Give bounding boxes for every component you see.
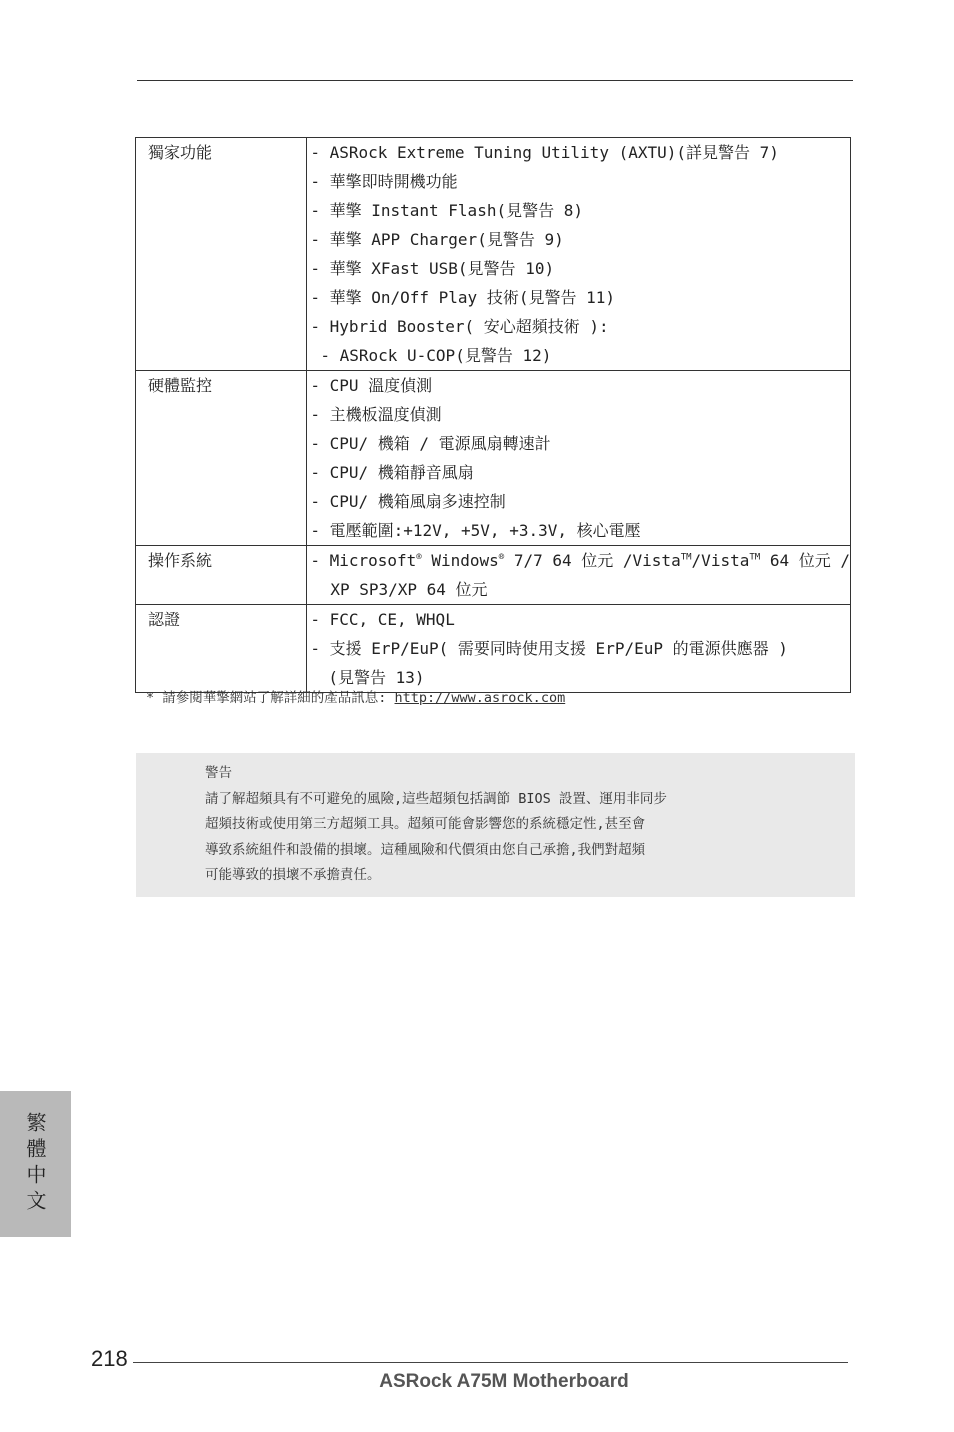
list-item: - 華擎 XFast USB(見警告 10)	[310, 259, 555, 278]
category-cell: 認證	[136, 605, 307, 693]
footer-title: ASRock A75M Motherboard	[379, 1371, 629, 1392]
list-item: - CPU/ 機箱靜音風扇	[310, 463, 474, 482]
list-item: (見警告 13)	[328, 668, 425, 687]
spec-table	[135, 137, 851, 693]
top-rule	[137, 80, 853, 81]
list-item: - Microsoft® Windows® 7/7 64 位元 /Vista™/Vista™ 64 位元 /	[310, 551, 850, 570]
list-item: - CPU/ 機箱 / 電源風扇轉速計	[310, 434, 551, 453]
list-item: - CPU 溫度偵測	[310, 376, 433, 395]
category-cell: 獨家功能	[136, 138, 307, 371]
warning-line: 導致系統組件和設備的損壞。這種風險和代價須由您自己承擔,我們對超頻	[205, 841, 646, 858]
list-item: - 華擎即時開機功能	[310, 172, 458, 191]
warning-box	[136, 753, 855, 897]
list-item: - CPU/ 機箱風扇多速控制	[310, 492, 506, 511]
warning-title: 警告	[205, 765, 232, 781]
warning-line: 請了解超頻具有不可避免的風險,這些超頻包括調節 BIOS 設置、運用非同步	[205, 790, 667, 807]
list-item: - ASRock Extreme Tuning Utility (AXTU)(詳見警告 7)	[310, 143, 779, 162]
list-item: XP SP3/XP 64 位元	[330, 580, 488, 599]
list-item: - Hybrid Booster( 安心超頻技術 ):	[310, 317, 609, 336]
category-cell: 操作系統	[136, 546, 307, 605]
list-item: - 主機板溫度偵測	[310, 405, 442, 424]
table-row	[136, 605, 851, 693]
page-number: 218	[91, 1346, 128, 1371]
list-item: - FCC, CE, WHQL	[310, 610, 455, 629]
items-cell	[307, 371, 851, 546]
items-cell	[307, 138, 851, 371]
list-item: - 華擎 APP Charger(見警告 9)	[310, 230, 564, 249]
table-row	[136, 138, 851, 371]
table-row	[136, 546, 851, 605]
website-link[interactable]: http://www.asrock.com	[394, 690, 566, 706]
list-item: - 電壓範圍:+12V, +5V, +3.3V, 核心電壓	[310, 521, 641, 540]
list-item: - ASRock U-COP(見警告 12)	[320, 346, 552, 365]
footnote-text: * 請參閱華擎網站了解詳細的產品訊息:	[146, 690, 395, 706]
list-item: - 華擎 Instant Flash(見警告 8)	[310, 201, 583, 220]
category-cell: 硬體監控	[136, 371, 307, 546]
language-side-tab	[0, 1091, 71, 1237]
list-item: - 華擎 On/Off Play 技術(見警告 11)	[310, 288, 615, 307]
bottom-rule	[133, 1362, 848, 1363]
list-item: - 支援 ErP/EuP( 需要同時使用支援 ErP/EuP 的電源供應器 )	[310, 639, 788, 658]
table-row	[136, 371, 851, 546]
warning-line: 超頻技術或使用第三方超頻工具。超頻可能會影響您的系統穩定性,甚至會	[205, 816, 646, 832]
warning-line: 可能導致的損壞不承擔責任。	[205, 867, 381, 883]
footnote	[146, 686, 565, 706]
items-cell	[307, 605, 851, 693]
items-cell	[307, 546, 851, 605]
side-tab-label: 繁體中文	[23, 1112, 47, 1216]
